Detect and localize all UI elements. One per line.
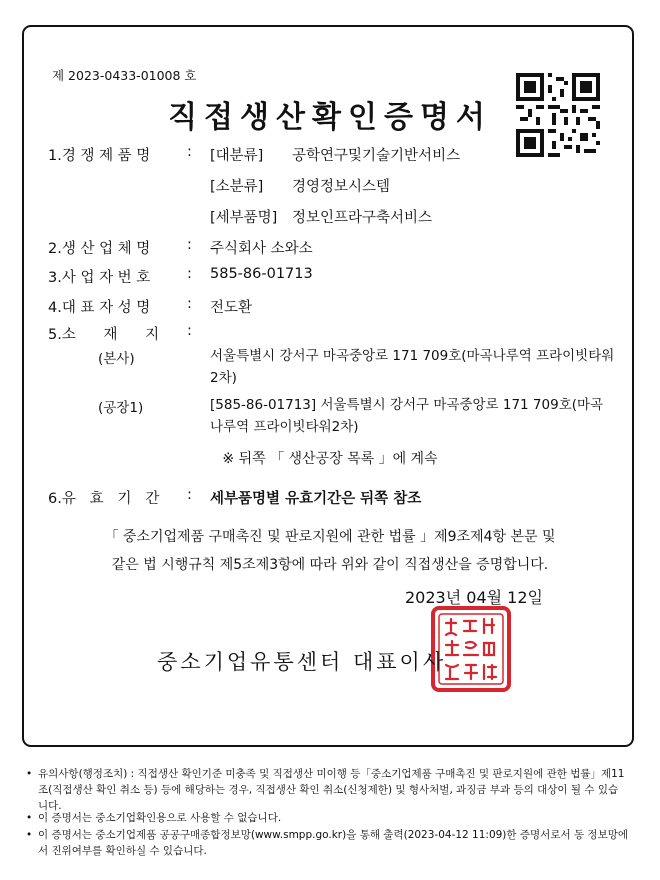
hq-label: (본사) [98,351,135,367]
document-number: 제 2023-0433-01008 호 [52,68,197,83]
product-detail-value: 정보인프라구축서비스 [292,210,433,226]
company-value: 주식회사 소와소 [210,241,313,257]
footnote-2-text: 이 증명서는 중소기업확인용으로 사용할 수 없습니다. [38,812,282,824]
statement-line2: 같은 법 시행규칙 제5조제3항에 따라 위와 같이 직접생산을 증명합니다. [111,557,549,573]
factory-address: [585-86-01713] 서울특별시 강서구 마곡중앙로 171 709호(마곡나루역 프라이빗타워2차) [210,397,604,435]
product-major-key: [대분류] [210,148,264,164]
product-label: 1.경 쟁 제 품 명 [48,148,151,164]
bullet-icon: • [26,829,33,841]
company-colon: : [187,237,192,253]
footnote-1-text: 유의사항(행정조치) : 직접생산 확인기준 미충족 및 직접생산 미이행 등「중소기업제품 구매촉진 및 판로지원에 관한 법률」제11조(직접생산 확인 취소 등) 등에 해당하는 경우, 직접생산 확인 취소(신청제한) 및 형사처벌, 과징금 부과 등의 대상이 될 수 있습니다. [38,768,625,812]
product-minor-value: 경영정보시스템 [292,179,391,195]
ceo-label: 4.대 표 자 성 명 [48,300,151,316]
validity-colon: : [187,487,192,503]
validity-label: 6.유 효 기 간 [48,491,160,507]
location-colon: : [187,323,192,339]
validity-value: 세부품명별 유효기간은 뒤쪽 참조 [210,491,422,507]
factory-label: (공장1) [98,400,144,416]
product-colon: : [187,144,192,160]
issue-date: 2023년 04월 12일 [405,588,543,607]
footnote-2 [26,810,628,826]
ceo-value: 전도환 [210,300,253,316]
bullet-icon: • [26,812,33,824]
footnote-1 [26,766,628,814]
continued-note: ※ 뒤쪽 「 생산공장 목록 」에 계속 [222,451,438,467]
footnote-3-text: 이 증명서는 중소기업제품 공공구매종합정보망(www.smpp.go.kr)을 통해 출력(2023-04-12 11:09)한 증명서로서 동 정보망에서 진위여부를 확인하실 수 있습니다. [38,829,628,857]
issuer-name: 중소기업유통센터 대표이사 [157,650,447,674]
ceo-colon: : [187,296,192,312]
bizno-value: 585-86-01713 [210,266,313,282]
statement-line1: 「 중소기업제품 구매촉진 및 판로지원에 관한 법률 」제9조제4항 본문 및 [104,529,556,545]
footnote-3 [26,827,628,859]
qr-code-icon [516,73,600,157]
product-major-value: 공학연구및기술기반서비스 [292,148,461,164]
bizno-label: 3.사 업 자 번 호 [48,270,151,286]
product-detail-key: [세부품명] [210,210,278,226]
location-label: 5.소 재 지 [48,327,160,343]
bizno-colon: : [187,266,192,282]
document-title: 직접생산확인증명서 [168,100,492,135]
bullet-icon: • [26,768,33,780]
hq-address: 서울특별시 강서구 마곡중앙로 171 709호(마곡나루역 프라이빗타워2차) [210,348,615,386]
company-label: 2.생 산 업 체 명 [48,241,151,257]
product-minor-key: [소분류] [210,179,264,195]
